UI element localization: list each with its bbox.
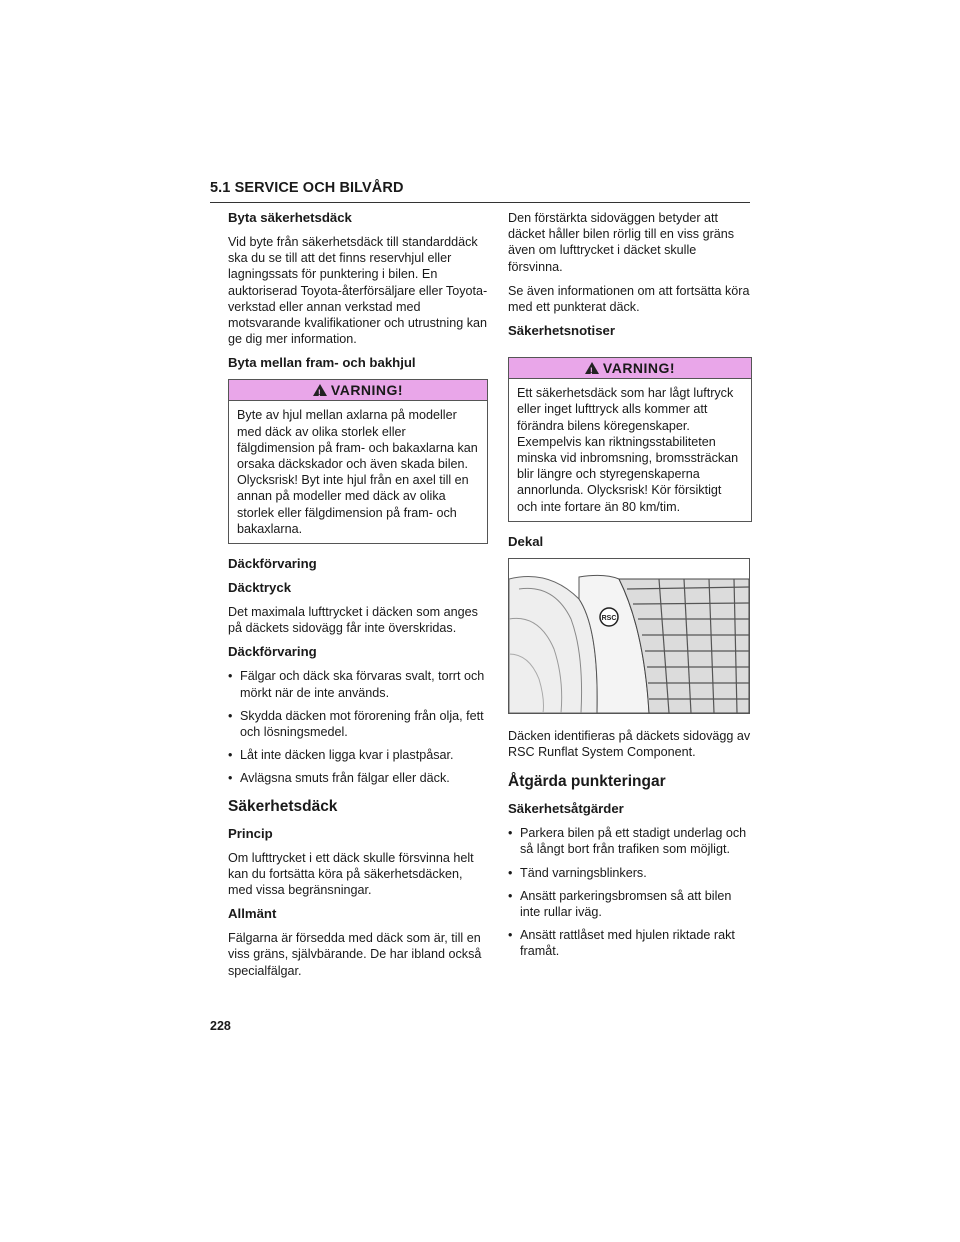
warning-header [229, 380, 487, 401]
tire-illustration [509, 559, 749, 713]
warning-triangle-icon [313, 384, 327, 396]
heading-atgarda-punkteringar: Åtgärda punkteringar [508, 773, 666, 791]
tire-sidewall-rsc-icon [508, 558, 750, 714]
list-item: • Ansätt parkeringsbromsen så att bilen inte rullar iväg. [508, 888, 752, 920]
paragraph-se-aven: Se även informationen om att fortsätta köra med ett punkterat däck. [508, 283, 750, 315]
warning-box-1 [228, 379, 488, 544]
list-item: • Skydda däcken mot förorening från olja, fett och lösningsmedel. [228, 708, 488, 740]
heading-sakerhetsnotiser: Säkerhetsnotiser [508, 323, 616, 339]
warning-box-2 [508, 357, 752, 522]
heading-sakerhetsatgarder: Säkerhetsåtgärder [508, 801, 624, 817]
paragraph-forstarkta: Den förstärkta sidoväggen betyder att däcket håller bilen rörlig till en viss gräns även om lufttrycket i däcket skulle försvinna. [508, 211, 735, 274]
list-item: • Avlägsna smuts från fälgar eller däck. [228, 770, 488, 786]
warning-text: Byte av hjul mellan axlarna på modeller med däck av olika storlek eller fälgdimension på fram- och bakaxlarna kan orsaka däckskador och även skada bilen. Olycksrisk! Byt inte hjul från en axel till en annan på modeller med däck av olika storlek eller fälgdimension på fram- och bakaxlarna. [237, 408, 478, 536]
warning-triangle-icon [585, 362, 599, 374]
section-title: 5.1 SERVICE OCH BILVÅRD [210, 180, 404, 196]
heading-princip: Princip [228, 825, 273, 841]
heading-dackforvaring-2: Däckförvaring [228, 644, 317, 660]
left-column [228, 210, 488, 987]
safety-list [508, 825, 752, 959]
section-header [210, 180, 750, 203]
list-item: • Fälgar och däck ska förvaras svalt, torrt och mörkt när de inte används. [228, 668, 488, 700]
heading-dackforvaring: Däckförvaring [228, 556, 317, 572]
right-column [508, 210, 752, 967]
paragraph-allmant: Fälgarna är försedda med däck som är, till en viss gräns, självbärande. De har ibland också specialfälgar. [228, 931, 482, 978]
warning-title: VARNING! [330, 382, 404, 399]
heading-byta-mellan: Byta mellan fram- och bakhjul [228, 355, 416, 371]
paragraph-dacken: Däcken identifieras på däckets sidovägg av RSC Runflat System Component. [508, 728, 751, 760]
warning-text: Ett säkerhetsdäck som har lågt luftryck eller inget lufttryck alls kommer att förändra bilens köregenskaper. Exempelvis kan riktningsstabiliteten minska vid inbromsning, bromssträckan blir längre och styregenskaperna annorlunda. Olycksrisk! Kör försiktigt och inte fortare än 80 km/tim. [517, 386, 739, 514]
list-item: • Låt inte däcken ligga kvar i plastpåsar. [228, 747, 488, 763]
heading-sakerhetsdack: Säkerhetsdäck [228, 797, 338, 815]
paragraph-dacktryck: Det maximala lufttrycket i däcken som anges på däckets sidovägg får inte överskridas. [228, 605, 478, 636]
list-item: • Ansätt rattlåset med hjulen riktade rakt framåt. [508, 927, 752, 959]
heading-byta-sakerhetsdack: Byta säkerhetsdäck [228, 210, 352, 225]
heading-dekal: Dekal [508, 533, 544, 549]
storage-list [228, 668, 488, 786]
heading-allmant: Allmänt [228, 906, 277, 922]
list-item: • Tänd varningsblinkers. [508, 865, 752, 881]
warning-header [509, 358, 751, 379]
svg-text:RSC: RSC [601, 614, 617, 622]
page-number: 228 [210, 1019, 231, 1033]
paragraph-byta: Vid byte från säkerhetsdäck till standarddäck ska du se till att det finns reservhjul eller lagningssats för punktering i bilen. En auktoriserad Toyota-återförsäljare eller Toyota-verkstad eller annan verkstad med motsvarande kvalifikationer och utrustning kan ge dig mer information. [228, 235, 488, 347]
heading-dacktryck: Däcktryck [228, 580, 292, 596]
warning-title: VARNING! [602, 360, 676, 377]
paragraph-princip: Om lufttrycket i ett däck skulle försvinna helt kan du fortsätta köra på säkerhetsdäcken, med vissa begränsningar. [228, 850, 474, 898]
list-item: • Parkera bilen på ett stadigt underlag och så långt bort från trafiken som möjligt. [508, 825, 752, 857]
